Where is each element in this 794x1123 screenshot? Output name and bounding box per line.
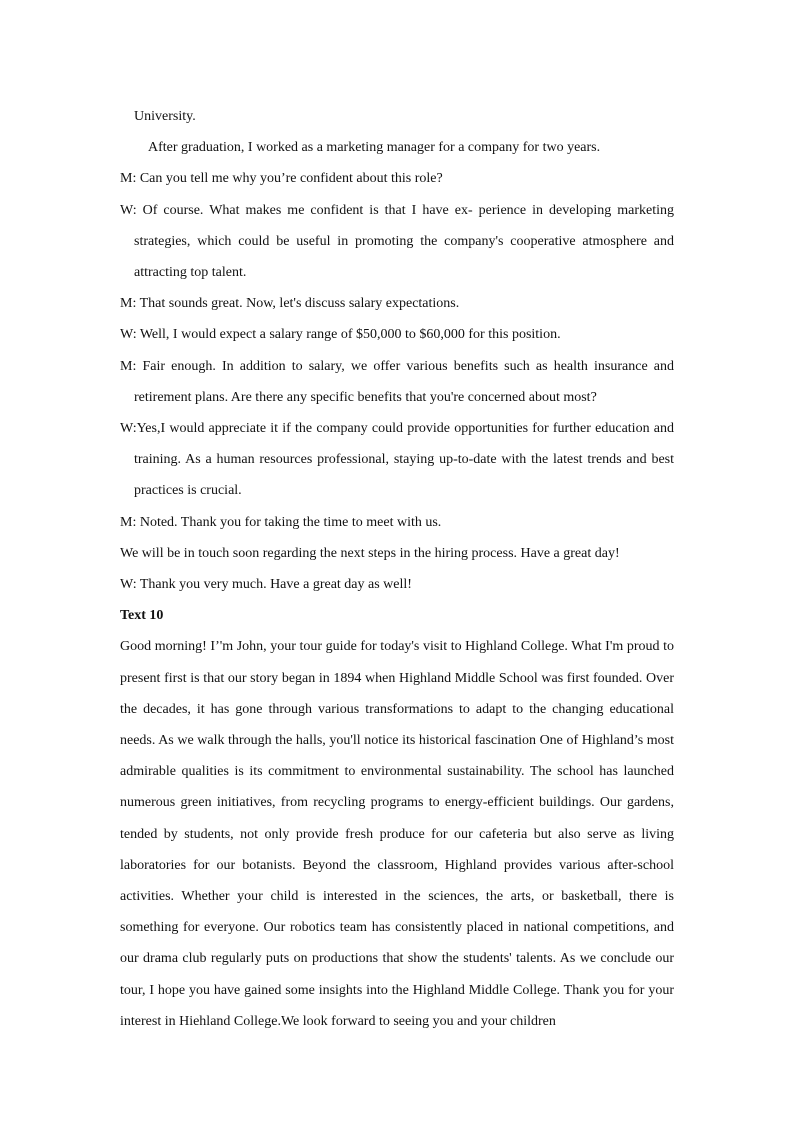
section-heading-text-10: Text 10 [120,608,164,624]
dialogue-line-w-education: W:Yes,I would appreciate it if the company could provide opportunities for further education and training. As a human resources professional, staying up-to-date with the latest trends and best practices is crucial. [120,421,674,499]
dialogue-line-m-salary: M: That sounds great. Now, let's discuss salary expectations. [120,296,460,312]
dialogue-line-m-noted: M: Noted. Thank you for taking the time to meet with us. [120,514,442,530]
dialogue-line-w-thanks: W: Thank you very much. Have a great day as well! [120,577,412,593]
document-body [120,101,674,1037]
dialogue-line-w-experience: W: Of course. What makes me confident is that I have ex- perience in developing marketing strategies, which could be useful in promoting the company's cooperative atmosphere and attracting top talent. [120,202,674,281]
continued-line-university: University. [134,109,196,124]
text-10-paragraph: Good morning! I’'m John, your tour guide for today's visit to Highland College. What I'm proud to present first is that our story began in 1894 when Highland Middle School was first founded. Over the decades, it has gone through various transformations to adapt to the changing educational needs. As we walk through the halls, you'll notice its historical fascination One of Highland’s most admirable qualities is its commitment to environmental sustainability. The school has launched numerous green initiatives, from recycling programs to energy-efficient buildings. Our gardens, tended by students, not only provide fresh produce for our cafeteria but also serve as living laboratories for our botanists. Beyond the classroom, Highland provides various after-school activities. Whether your child is interested in the sciences, the arts, or basketball, there is something for everyone. Our robotics team has consistently placed in national competitions, and our drama club regularly puts on productions that show the students' talents. As we conclude our tour, I hope you have gained some insights into the Highland Middle College. Thank you for your interest in Hiehland College.We look forward to seeing you and your children [120,639,674,1029]
dialogue-line-next-steps: We will be in touch soon regarding the next steps in the hiring process. Have a great day! [120,545,620,561]
dialogue-line-m-benefits: M: Fair enough. In addition to salary, we offer various benefits such as health insurance and retirement plans. Are there any specific benefits that you're concerned about most? [120,358,674,405]
dialogue-line-w-salary-range: W: Well, I would expect a salary range of $50,000 to $60,000 for this position. [120,327,561,343]
dialogue-line-m-confident: M: Can you tell me why you’re confident about this role? [120,171,443,187]
paragraph-after-graduation: After graduation, I worked as a marketing manager for a company for two years. [148,140,601,156]
